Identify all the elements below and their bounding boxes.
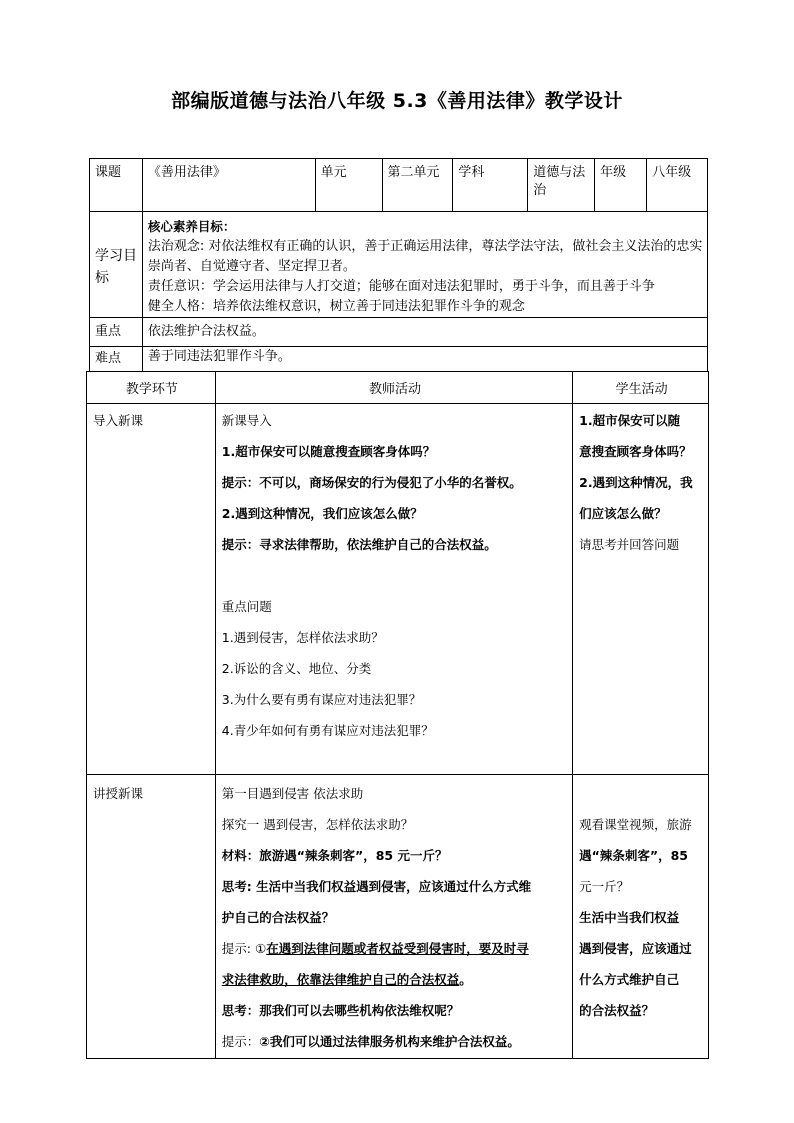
header-stage: 教学环节 (87, 372, 216, 404)
difficult-point: 善于同违法犯罪作斗争。 (142, 347, 707, 372)
teacher-intro: 新课导入 1.超市保安可以随意搜查顾客身体吗？ 提示：不可以，商场保安的行为侵犯了小华的名誉权。 2.遇到这种情况，我们应该怎么做？ 提示：寻求法律帮助，依法维护自己的合法权益。 重点问题 1.遇到侵害，怎样依法求助？ 2.诉讼的含义、地位、分类 3.为什么要有勇有谋应对违法犯罪？ 4.青少年如何有勇有谋应对违法犯罪？ (215, 404, 572, 775)
stage-lecture: 讲授新课 (87, 775, 216, 1059)
label-grade: 年级 (595, 159, 647, 212)
objective-line: 法治观念: 对依法维权有正确的认识，善于正确运用法律，尊法学法守法，做社会主义法治的忠实崇尚者、自觉遵守者、坚定捍卫者。 (147, 239, 703, 274)
student-intro: 1.超市保安可以随 意搜查顾客身体吗？ 2.遇到这种情况，我 们应该怎么做？ 请思考并回答问题 (573, 404, 709, 775)
label-subject: 学科 (453, 159, 528, 212)
objectives-cell (142, 212, 707, 318)
info-table (89, 158, 708, 372)
header-teacher: 教师活动 (215, 372, 572, 404)
unit-value: 第二单元 (382, 159, 453, 212)
page-title: 部编版道德与法治八年级 5.3《善用法律》教学设计 (171, 90, 623, 112)
teacher-lecture: 第一目遇到侵害 依法求助 探究一 遇到侵害，怎样依法求助？ 材料：旅游遇“辣条刺客”，85 元一斤？ 思考: 生活中当我们权益遇到侵害，应该通过什么方式维 护自己的合法权益？ 提示: ①在遇到法律问题或者权益受到侵害时，要及时寻 求法律救助，依靠法律维护自己的合法权益。 思考：那我们可以去哪些机构依法维权呢？ 提示：②我们可以通过法律服务机构来维护合法权益。 (215, 775, 572, 1059)
label-key: 重点 (90, 318, 143, 347)
label-unit: 单元 (315, 159, 382, 212)
objective-line: 健全人格：培养依法维权意识，树立善于同违法犯罪作斗争的观念 (147, 299, 525, 314)
header-student: 学生活动 (573, 372, 709, 404)
objective-line: 责任意识：学会运用法律与人打交道；能够在面对违法犯罪时，勇于斗争，而且善于斗争 (147, 279, 655, 294)
process-table (86, 371, 709, 1059)
label-objectives: 学习目标 (90, 212, 143, 318)
student-lecture: 观看课堂视频，旅游 遇“辣条刺客”，85 元一斤？ 生活中当我们权益 遇到侵害，应该通过 什么方式维护自己 的合法权益？ (573, 775, 709, 1059)
objectives-heading: 核心素养目标： (147, 219, 236, 234)
label-difficult: 难点 (90, 347, 143, 372)
label-topic: 课题 (90, 159, 143, 212)
key-point: 依法维护合法权益。 (142, 318, 707, 347)
subject-value: 道德与法治 (528, 159, 595, 212)
topic-value: 《善用法律》 (142, 159, 315, 212)
grade-value: 八年级 (647, 159, 708, 212)
stage-intro: 导入新课 (87, 404, 216, 775)
